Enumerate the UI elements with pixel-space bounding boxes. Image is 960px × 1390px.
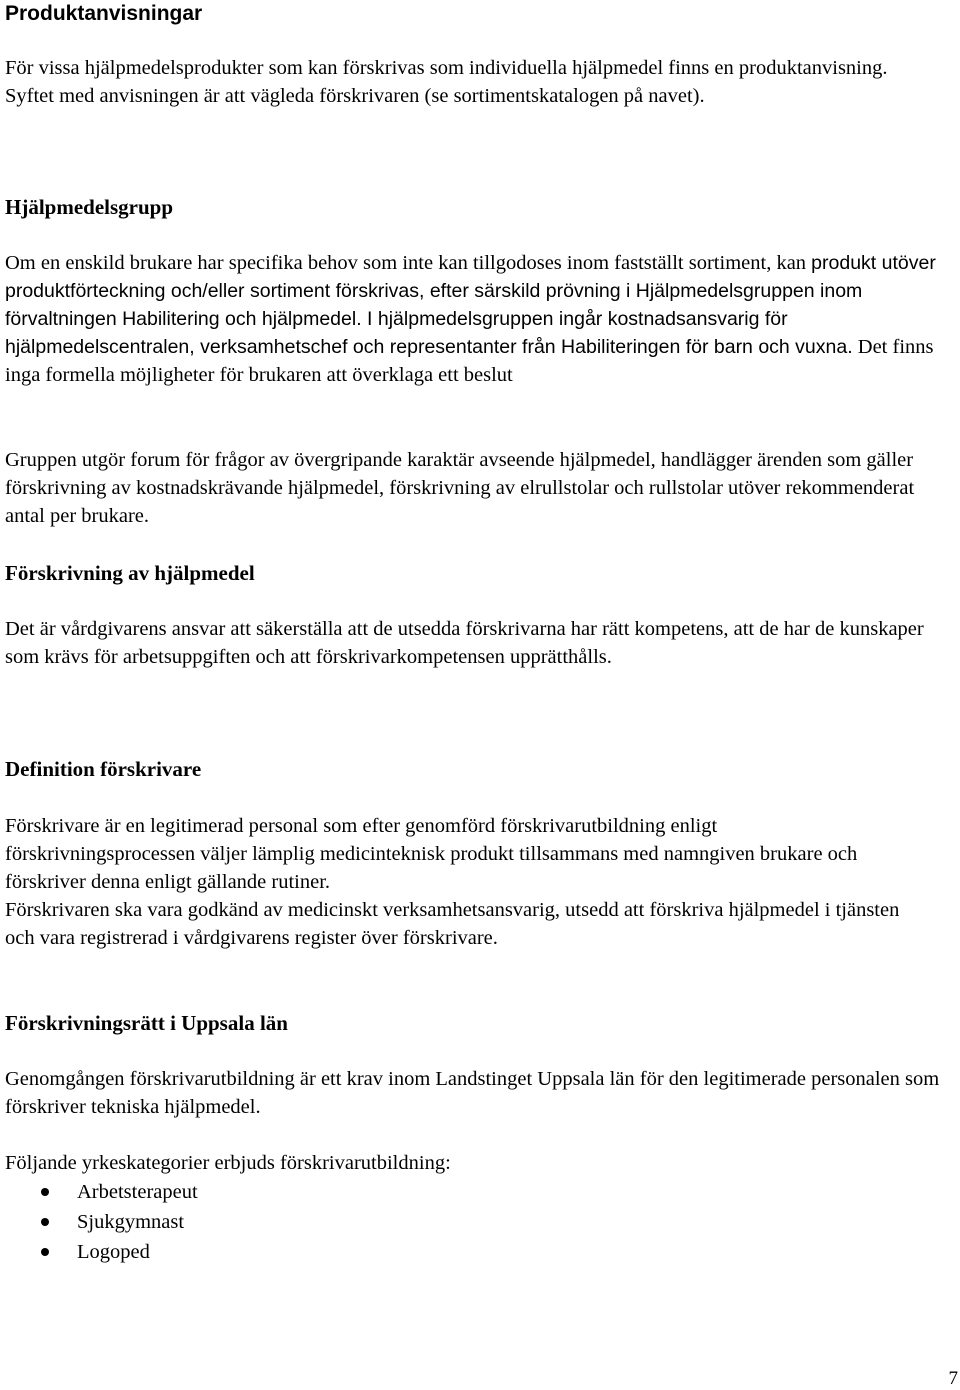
list-item-text: Logoped <box>77 1241 150 1263</box>
heading-hjalpmedelsgrupp: Hjälpmedelsgrupp <box>5 195 174 219</box>
paragraph-produktanvisningar: För vissa hjälpmedelsprodukter som kan förskrivas som individuella hjälpmedel finns en produktanvisning. Syftet med anvisningen är att vägleda förskrivaren (se sortimentskatalogen på navet). <box>5 57 888 107</box>
paragraph-definition-2: Förskrivaren ska vara godkänd av medicinskt verksamhetsansvarig, utsedd att förskriva hjälpmedel i tjänsten och vara registrerad i vårdgivarens register över förskrivare. <box>5 899 900 949</box>
heading-produktanvisningar: Produktanvisningar <box>5 2 203 25</box>
list-item-text: Sjukgymnast <box>77 1211 185 1233</box>
heading-forskrivning: Förskrivning av hjälpmedel <box>5 561 255 585</box>
page-number: 7 <box>948 1368 958 1389</box>
paragraph-forskrivning: Det är vårdgivarens ansvar att säkerställa att de utsedda förskrivarna har rätt kompetens, att de har de kunskaper som krävs för arbetsuppgiften och att förskrivarkompetensen upprätthålls. <box>5 618 924 668</box>
paragraph-hjalpmedelsgrupp-1-part1: Om en enskild brukare har specifika behov som inte kan tillgodoses inom fastställt sortiment, kan <box>5 252 812 274</box>
paragraph-forskrivningsratt-1: Genomgången förskrivarutbildning är ett krav inom Landstinget Uppsala län för den legitimerade personalen som förskriver tekniska hjälpmedel. <box>5 1068 940 1118</box>
list-item <box>5 1177 957 1207</box>
list-item <box>5 1207 957 1237</box>
paragraph-hjalpmedelsgrupp-2: Gruppen utgör forum för frågor av övergripande karaktär avseende hjälpmedel, handlägger ärenden som gäller förskrivning av kostnadskrävande hjälpmedel, förskrivning av elrullstolar och rullstolar utöver rekommenderat antal per brukare. <box>5 449 915 527</box>
paragraph-hjalpmedelsgrupp-1-part2: produkt utöver produktförteckning och/eller sortiment förskrivas, efter särskild prövning i Hjälpmedelsgruppen inom förvaltningen Habilitering och hjälpmedel. I hjälpmedelsgruppen ingår kostnadsansvarig för hjälpmedelscentralen, verksamhetschef och representanter från Habiliteringen för barn och vuxna. <box>5 252 936 358</box>
bullet-icon <box>41 1188 49 1196</box>
list-item-text: Arbetsterapeut <box>77 1181 198 1203</box>
paragraph-hjalpmedelsgrupp-1 <box>5 249 957 389</box>
bullet-icon <box>41 1248 49 1256</box>
paragraph-forskrivningsratt-2: Följande yrkeskategorier erbjuds förskrivarutbildning: <box>5 1152 451 1174</box>
paragraph-definition-1: Förskrivare är en legitimerad personal som efter genomförd förskrivarutbildning enligt förskrivningsprocessen väljer lämplig medicinteknisk produkt tillsammans med namngiven brukare och förskriver denna enligt gällande rutiner. <box>5 815 858 893</box>
bullet-icon <box>41 1218 49 1226</box>
profession-list <box>5 1177 957 1267</box>
heading-definition: Definition förskrivare <box>5 757 202 781</box>
list-item <box>5 1237 957 1267</box>
heading-forskrivningsratt: Förskrivningsrätt i Uppsala län <box>5 1011 288 1035</box>
paragraph-hjalpmedelsgrupp-1-part3: Det finns inga formella möjligheter för brukaren att överklaga ett beslut <box>5 336 934 386</box>
